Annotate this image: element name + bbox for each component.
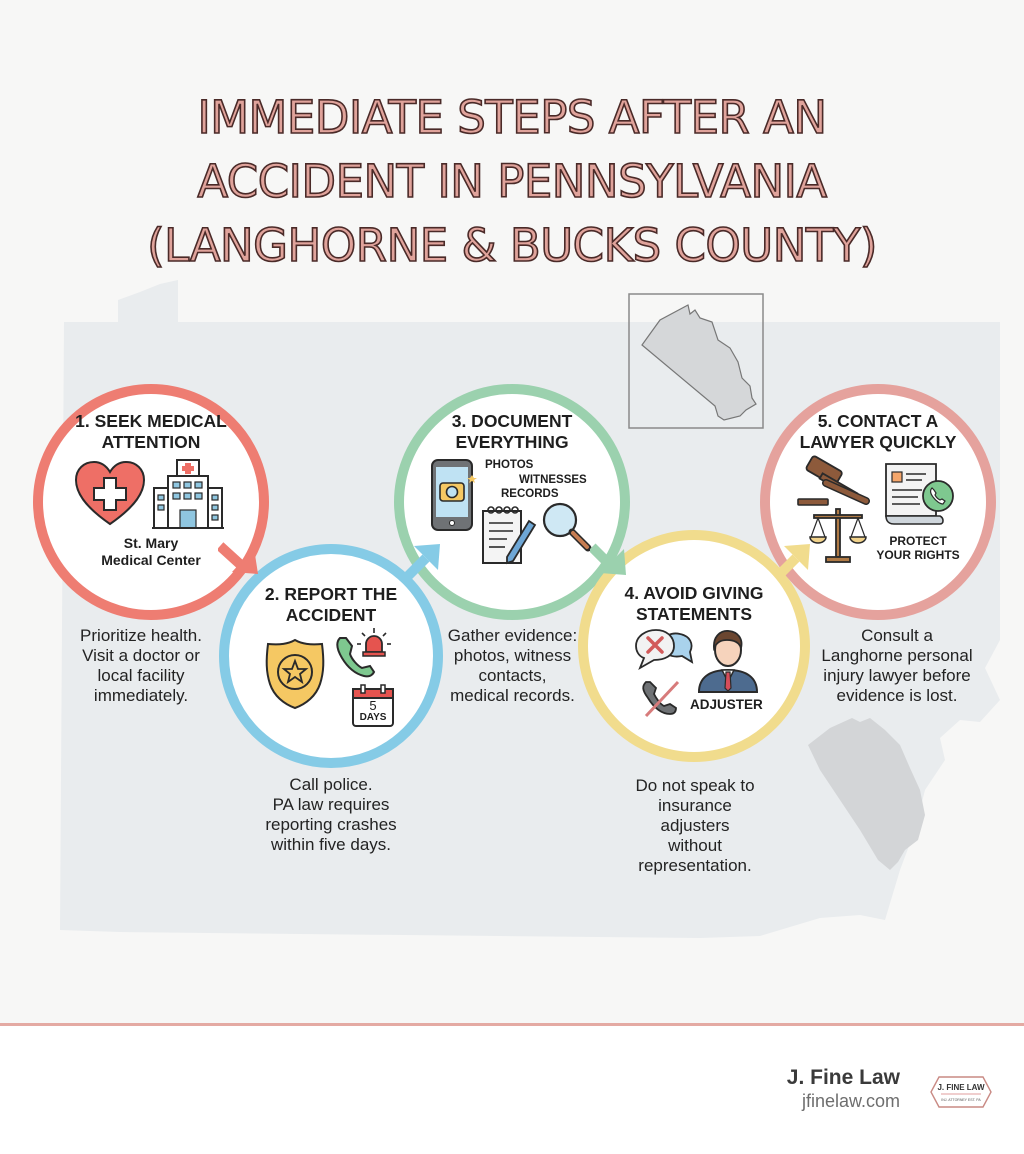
step-2-title [219, 584, 443, 626]
step-3-title-line: 3. DOCUMENT [451, 411, 573, 431]
description-line: Prioritize health. [80, 626, 202, 645]
notepad-pen-icon [481, 505, 539, 567]
tag-photos: PHOTOS [485, 459, 534, 471]
adjuster-person-icon [695, 628, 761, 694]
magnifier-icon [540, 500, 592, 552]
description-line: Consult a [861, 626, 933, 645]
scales-icon [808, 505, 868, 565]
step-4-title-line: STATEMENTS [635, 604, 752, 624]
siren-icon [356, 628, 392, 658]
step-5-description [808, 626, 986, 706]
description-line: Do not speak to [635, 776, 755, 795]
caption-line: PROTECT [889, 534, 947, 548]
step-4-title-line: 4. AVOID GIVING [624, 583, 764, 603]
description-line: within five days. [271, 835, 391, 854]
description-line: Call police. [289, 775, 373, 794]
step-1-description [56, 626, 226, 706]
page-title [0, 86, 1024, 278]
step-1-title-line: 1. SEEK MEDICAL [75, 411, 227, 431]
hospital-icon [150, 458, 226, 530]
step-3-description [440, 626, 585, 706]
tag-witnesses: WITNESSES [519, 474, 587, 486]
step-5-title-line: LAWYER QUICKLY [799, 432, 957, 452]
title-line: ACCIDENT IN PENNSYLVANIA [197, 155, 827, 208]
description-line: without [668, 836, 722, 855]
footer [0, 1026, 1024, 1154]
brand-logo-badge [929, 1075, 993, 1109]
description-line: injury lawyer before [823, 666, 971, 685]
title-line: (LANGHORNE & BUCKS COUNTY) [147, 219, 877, 272]
arrow-step4-to-step5-icon [770, 540, 814, 584]
description-line: representation. [638, 856, 752, 875]
gavel-icon [796, 455, 870, 507]
step-2-title-line: 2. REPORT THE [264, 584, 398, 604]
step-1-title [33, 411, 269, 453]
step-4-description [620, 776, 770, 876]
description-line: Gather evidence: [447, 626, 578, 645]
caption-line: Medical Center [101, 552, 201, 568]
caption-line: St. Mary [123, 535, 179, 551]
title-line: IMMEDIATE STEPS AFTER AN [197, 91, 827, 144]
description-line: Langhorne personal [821, 646, 973, 665]
crossed-phone-icon [640, 678, 684, 718]
description-line: Visit a doctor or [82, 646, 200, 665]
step-5-title [760, 411, 996, 453]
step-5-title-line: 5. CONTACT A [817, 411, 939, 431]
description-line: evidence is lost. [836, 686, 958, 705]
badge-subtext: INJ. ATTORNEY EST. PA [941, 1098, 981, 1102]
step-5-caption [866, 534, 970, 562]
step-2-title-line: ACCIDENT [285, 605, 377, 625]
tag-records: RECORDS [501, 488, 559, 500]
calendar-number: 5 [369, 698, 377, 713]
description-line: PA law requires [272, 795, 390, 814]
arrow-step3-to-step4-icon [590, 543, 636, 587]
caption-line: YOUR RIGHTS [876, 548, 960, 562]
brand-url-link[interactable]: jfinelaw.com [801, 1091, 900, 1111]
arrow-step1-to-step2-icon [218, 540, 268, 586]
brand-name: J. Fine Law [786, 1066, 900, 1089]
calendar-label: DAYS [359, 712, 387, 723]
description-line: insurance [658, 796, 732, 815]
step-4-title [578, 583, 810, 625]
description-line: immediately. [93, 686, 189, 705]
badge-text: J. FINE LAW [937, 1083, 985, 1092]
description-line: contacts, [478, 666, 547, 685]
step-1-title-line: ATTENTION [101, 432, 201, 452]
description-line: medical records. [450, 686, 575, 705]
step-4-caption: ADJUSTER [690, 697, 763, 712]
speech-bubbles-x-icon [632, 628, 694, 676]
step-3-title [394, 411, 630, 453]
arrow-step2-to-step3-icon [400, 540, 444, 584]
police-badge-icon [264, 638, 326, 710]
document-phone-icon [882, 460, 958, 526]
description-line: adjusters [660, 816, 730, 835]
description-line: reporting crashes [265, 815, 397, 834]
smartphone-camera-icon [430, 458, 480, 532]
description-line: local facility [97, 666, 185, 685]
step-3-title-line: EVERYTHING [455, 432, 569, 452]
description-line: photos, witness [453, 646, 572, 665]
heart-cross-icon [74, 460, 146, 528]
step-2-description [246, 775, 416, 855]
